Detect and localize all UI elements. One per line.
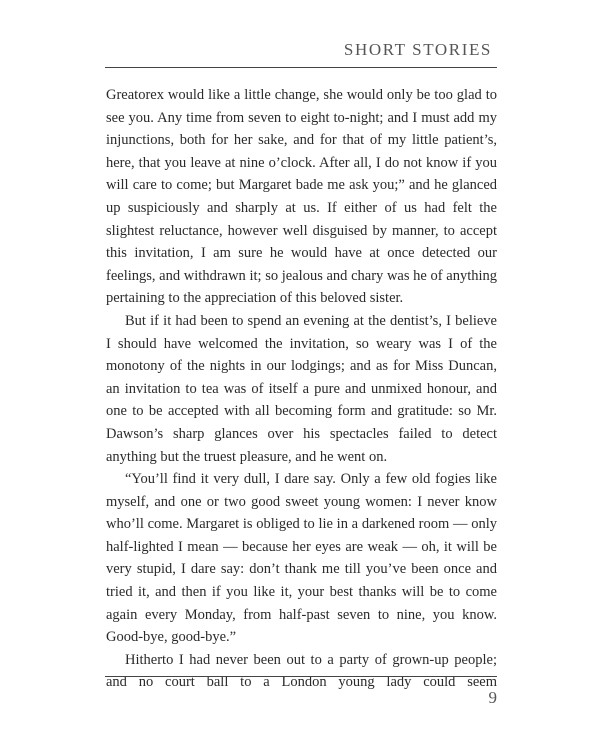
page-number: 9 [488, 688, 497, 707]
body-text [106, 84, 497, 694]
paragraph: “You’ll find it very dull, I dare say. Only a few old fogies like myself, and one or two good sweet young women: I never know who’ll come. Margaret is obliged to lie in a darkened room — only half-lighted I mean — because her eyes are weak — oh, it will be very stupid, I dare say: don’t thank me till you’ve been once and tried it, and then if you like it, your best thanks will be to come again every Monday, from half-past seven to nine, you know. Good-bye, good-bye.” [106, 471, 497, 646]
running-title: SHORT STORIES [343, 40, 492, 59]
paragraph: Hitherto I had never been out to a party of grown-up people; and no court ball to a London young lady could seem [106, 651, 497, 691]
paragraph: But if it had been to spend an evening at the dentist’s, I believe I should have welcomed the invitation, so weary was I of the monotony of the nights in our lodgings; and as for Miss Duncan, an invitation to tea was of itself a pure and unmixed honour, and one to be accepted with all becoming form and gratitude: so Mr. Dawson’s sharp glances over his spectacles failed to detect anything but the truest pleasure, and he went on. [106, 312, 497, 465]
paragraph: Greatorex would like a little change, she would only be too glad to see you. Any time from seven to eight to-night; and I must add my injunctions, both for her sake, and for that of my little patient’s, here, that you leave at nine o’clock. After all, I do not know if you will care to come; but Margaret bade me ask you;” and he glanced up suspiciously and sharply at us. If either of us had felt the slightest reluctance, however well disguised by manner, to accept this invitation, I am sure he would have at once detected our feelings, and withdrawn it; so jealous and chary was he of anything pertaining to the appreciation of this beloved sister. [106, 87, 497, 307]
footer-rule [105, 676, 497, 677]
header-rule [105, 67, 497, 68]
